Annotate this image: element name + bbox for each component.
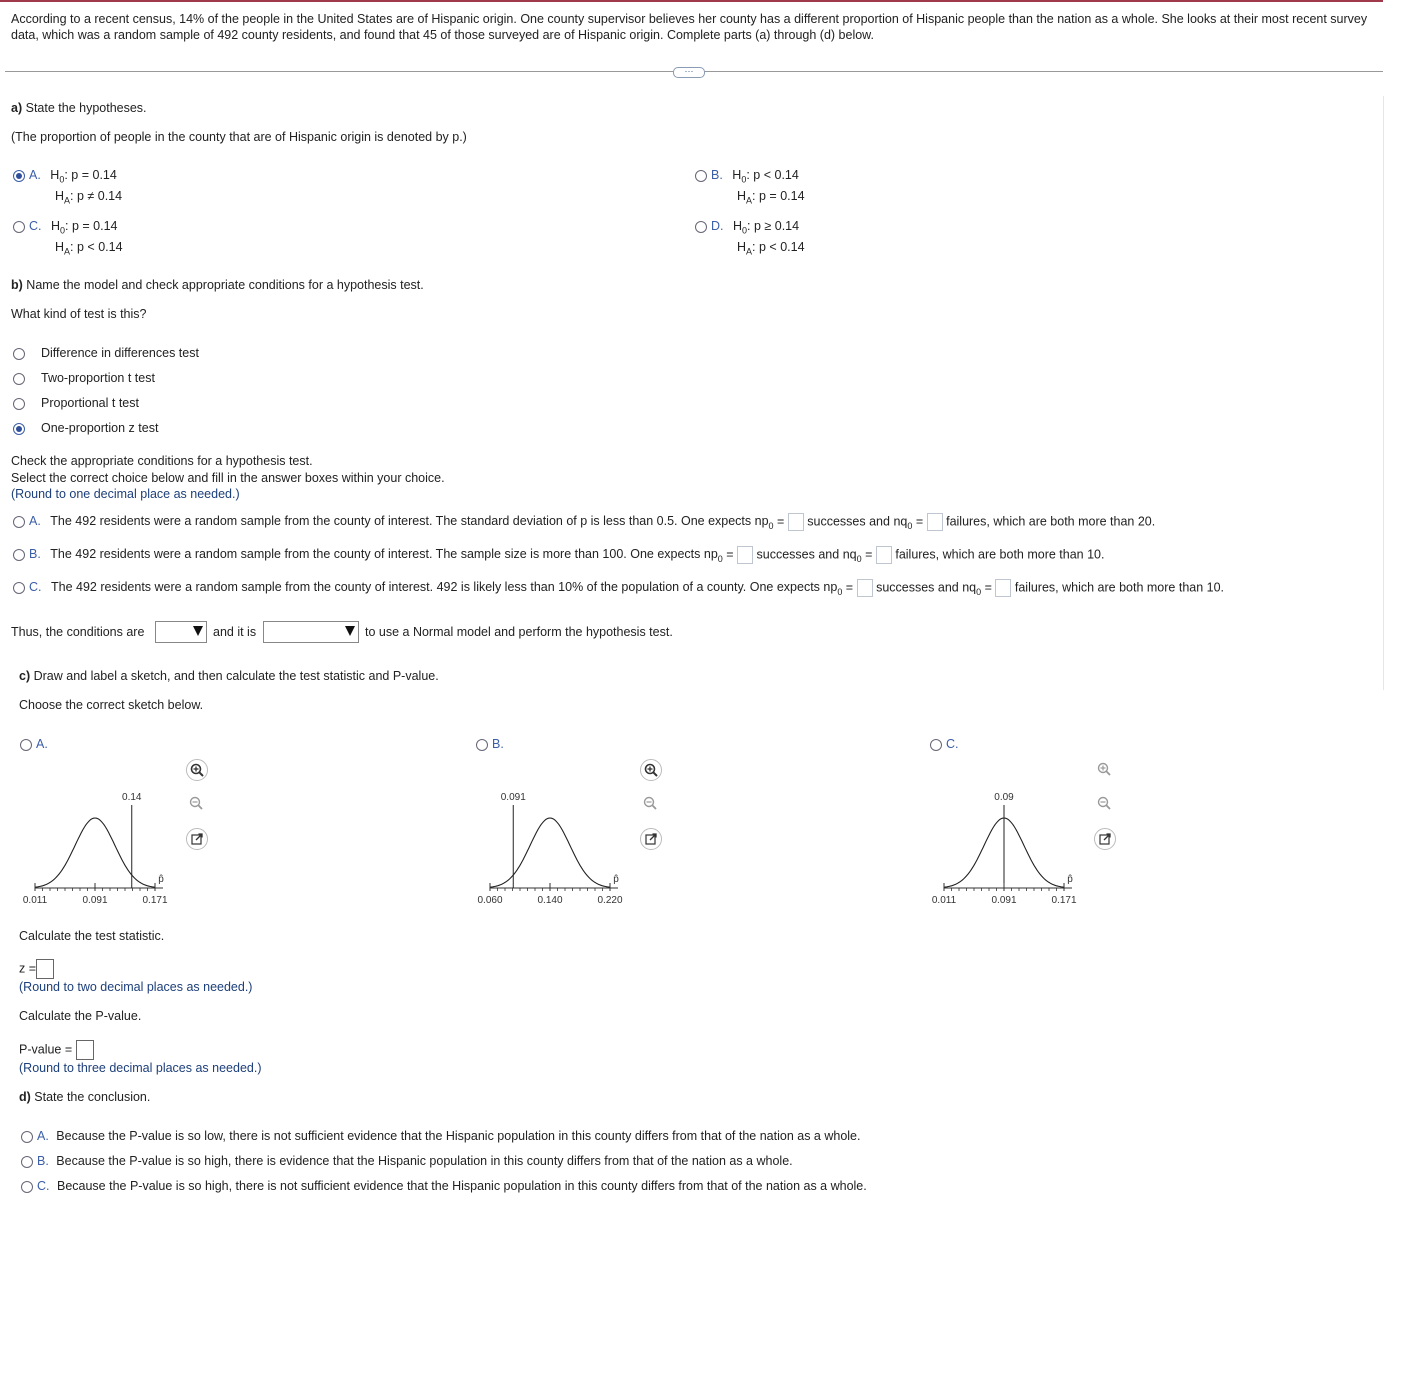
- marker-label: 0.14: [122, 792, 142, 803]
- part-c-title: c) Draw and label a sketch, and then calculate the test statistic and P-value.: [19, 669, 439, 683]
- cond-round-note: (Round to one decimal place as needed.): [11, 487, 240, 501]
- cond-instructions-2: Select the correct choice below and fill in the answer boxes within your choice.: [11, 471, 445, 485]
- radio[interactable]: [476, 739, 488, 751]
- part-d-title: d) State the conclusion.: [19, 1090, 151, 1104]
- more-button[interactable]: ···: [673, 67, 705, 78]
- conclusion-option-c[interactable]: C. Because the P-value is so high, there is not sufficient evidence that the Hispanic population in this county differs from that of the nation as a whole.: [21, 1179, 867, 1193]
- cond-option-c[interactable]: C. The 492 residents were a random sample from the county of interest. 492 is likely less than 10% of the population of a county. One expects $np_0$ = successes and $nq_0$ = failures, which are both more than 10.: [13, 579, 1224, 597]
- tick-label: 0.060: [477, 895, 503, 906]
- sketch-b: [477, 785, 650, 910]
- axis-variable-label: p̂: [158, 874, 164, 885]
- zoom-out-icon[interactable]: [186, 793, 208, 815]
- test-option-1[interactable]: Difference in differences test: [13, 346, 199, 360]
- radio[interactable]: [13, 221, 25, 233]
- nq0-input[interactable]: [876, 546, 892, 564]
- nq0-input[interactable]: [995, 579, 1011, 597]
- sketch-option-a[interactable]: A.: [20, 737, 48, 751]
- popout-icon[interactable]: [1094, 828, 1116, 850]
- calc-p-label: Calculate the P-value.: [19, 1009, 142, 1023]
- top-border: [0, 0, 1383, 2]
- z-round-note: (Round to two decimal places as needed.): [19, 980, 253, 994]
- tick-label: 0.171: [142, 895, 168, 906]
- tick-label: 0.171: [1051, 895, 1077, 906]
- cond-option-b[interactable]: B. The 492 residents were a random sample from the county of interest. The sample size is more than 100. One expects $np_0$ = successes and $nq_0$ = failures, which are both more than 10.: [13, 546, 1105, 564]
- thus-suffix: to use a Normal model and perform the hypothesis test.: [365, 625, 673, 639]
- part-c-choose: Choose the correct sketch below.: [19, 698, 204, 712]
- radio[interactable]: [21, 1156, 33, 1168]
- test-option-3[interactable]: Proportional t test: [13, 396, 139, 410]
- tick-label: 0.091: [82, 895, 108, 906]
- conclusion-option-b[interactable]: B. Because the P-value is so high, there is evidence that the Hispanic population in this county differs from that of the nation as a whole.: [21, 1154, 793, 1168]
- part-a-note: (The proportion of people in the county that are of Hispanic origin is denoted by p.): [11, 130, 467, 144]
- thus-middle: and it is: [213, 625, 257, 639]
- radio[interactable]: [13, 348, 25, 360]
- hyp-option-d[interactable]: D. $H_0$: p ≥ 0.14: [695, 219, 799, 236]
- calc-stat-label: Calculate the test statistic.: [19, 929, 165, 943]
- z-label: z =: [19, 961, 37, 976]
- cond-option-a[interactable]: A. The 492 residents were a random sample from the county of interest. The standard deviation of p is less than 0.5. One expects $np_0$ = successes and $nq_0$ = failures, which are both more than 20.: [13, 513, 1155, 531]
- sketch-option-b[interactable]: B.: [476, 737, 504, 751]
- radio[interactable]: [20, 739, 32, 751]
- marker-label: 0.09: [994, 792, 1014, 803]
- radio[interactable]: [695, 221, 707, 233]
- z-input[interactable]: [36, 959, 54, 979]
- part-b-title: b) Name the model and check appropriate conditions for a hypothesis test.: [11, 278, 424, 292]
- radio[interactable]: [13, 398, 25, 410]
- normal-model-dropdown[interactable]: [263, 621, 359, 643]
- popout-icon[interactable]: [186, 828, 208, 850]
- sketch-c: [931, 785, 1104, 910]
- problem-statement: According to a recent census, 14% of the people in the United States are of Hispanic origin. One county supervisor believes her county has a different proportion of Hispanic people than the nation as a whole. She looks at their most recent survey data, which was a random sample of 492 county residents, and found that 45 of those surveyed are of Hispanic origin. Complete parts (a) through (d) below.: [11, 12, 1368, 42]
- radio-selected[interactable]: [13, 170, 25, 182]
- radio-selected[interactable]: [13, 423, 25, 435]
- np0-input[interactable]: [737, 546, 753, 564]
- marker-label: 0.091: [500, 792, 526, 803]
- zoom-out-icon[interactable]: [640, 793, 662, 815]
- p-label: P-value =: [19, 1042, 73, 1057]
- cond-instructions-1: Check the appropriate conditions for a hypothesis test.: [11, 454, 313, 468]
- tick-label: 0.091: [991, 895, 1017, 906]
- radio[interactable]: [21, 1181, 33, 1193]
- conclusion-option-a[interactable]: A. Because the P-value is so low, there is not sufficient evidence that the Hispanic population in this county differs from that of the nation as a whole.: [21, 1129, 860, 1143]
- hyp-option-a-ha: $H_A$: p ≠ 0.14: [55, 189, 123, 206]
- hyp-option-c-ha: $H_A$: p < 0.14: [55, 240, 123, 257]
- tick-label: 0.220: [597, 895, 623, 906]
- hyp-option-b-ha: $H_A$: p = 0.14: [737, 189, 805, 206]
- radio[interactable]: [13, 549, 25, 561]
- tick-label: 0.140: [537, 895, 563, 906]
- zoom-in-icon[interactable]: [1094, 759, 1116, 781]
- test-option-2[interactable]: Two-proportion t test: [13, 371, 155, 385]
- sketch-a: [22, 785, 195, 910]
- hyp-option-a[interactable]: A. $H_0$: p = 0.14: [13, 168, 117, 185]
- hyp-option-d-ha: $H_A$: p < 0.14: [737, 240, 805, 257]
- radio[interactable]: [930, 739, 942, 751]
- popout-icon[interactable]: [640, 828, 662, 850]
- zoom-out-icon[interactable]: [1094, 793, 1116, 815]
- axis-variable-label: p̂: [613, 874, 619, 885]
- hyp-option-c[interactable]: C. $H_0$: p = 0.14: [13, 219, 118, 236]
- zoom-in-icon[interactable]: [186, 759, 208, 781]
- axis-variable-label: p̂: [1067, 874, 1073, 885]
- part-b-question: What kind of test is this?: [11, 307, 147, 321]
- conditions-dropdown[interactable]: [155, 621, 207, 643]
- nq0-input[interactable]: [927, 513, 943, 531]
- tick-label: 0.011: [931, 895, 957, 906]
- z-row: [19, 959, 54, 979]
- radio[interactable]: [695, 170, 707, 182]
- normal-curve: [490, 818, 610, 887]
- np0-input[interactable]: [857, 579, 873, 597]
- p-round-note: (Round to three decimal places as needed.): [19, 1061, 262, 1075]
- sketch-option-c[interactable]: C.: [930, 737, 959, 751]
- dropdown-arrow-icon: [193, 626, 203, 636]
- zoom-in-icon[interactable]: [640, 759, 662, 781]
- radio[interactable]: [13, 373, 25, 385]
- radio[interactable]: [21, 1131, 33, 1143]
- thus-prefix: Thus, the conditions are: [11, 625, 145, 639]
- p-row: [19, 1040, 94, 1060]
- normal-curve: [35, 818, 155, 887]
- test-option-4[interactable]: One-proportion z test: [13, 421, 158, 435]
- part-a-title: a) State the hypotheses.: [11, 101, 147, 115]
- np0-input[interactable]: [788, 513, 804, 531]
- scroll-track: [1383, 96, 1384, 690]
- hyp-option-b[interactable]: B. $H_0$: p < 0.14: [695, 168, 799, 185]
- tick-label: 0.011: [22, 895, 48, 906]
- p-value-input[interactable]: [76, 1040, 94, 1060]
- radio[interactable]: [13, 582, 25, 594]
- dropdown-arrow-icon: [345, 626, 355, 636]
- radio[interactable]: [13, 516, 25, 528]
